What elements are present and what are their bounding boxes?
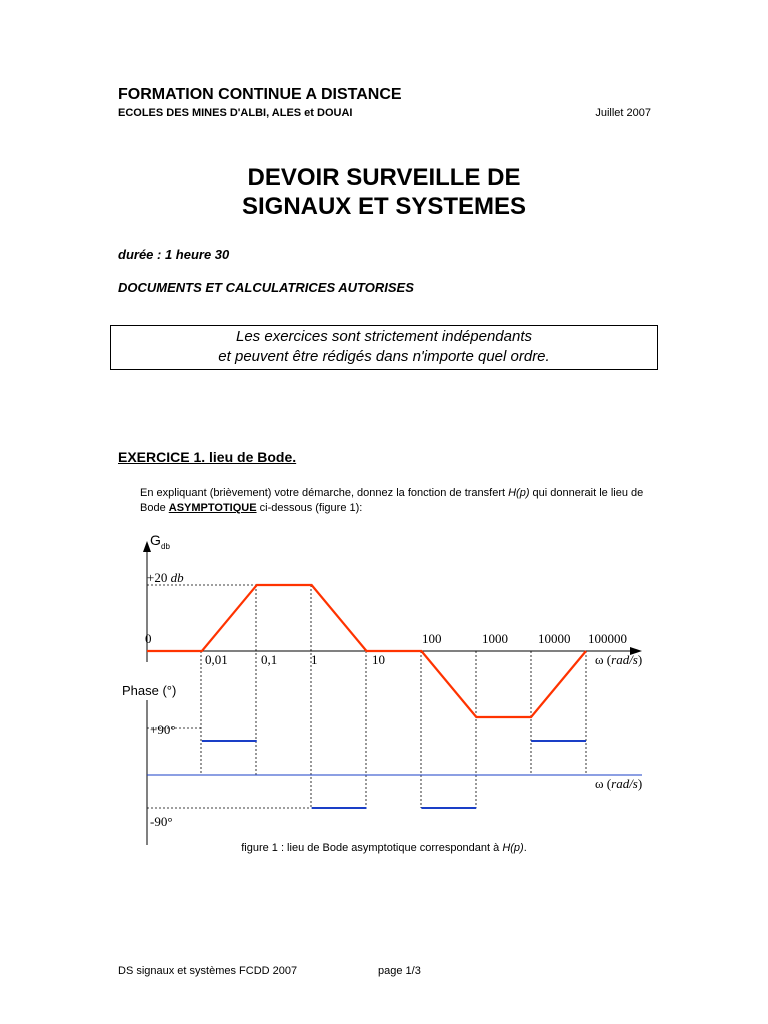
header-schools: ECOLES DES MINES D'ALBI, ALES et DOUAI <box>118 107 353 119</box>
gain-y-label: G <box>150 532 161 548</box>
footer-page: page 1/3 <box>378 965 421 977</box>
statement-part3: ci-dessous (figure 1): <box>256 502 363 514</box>
figure-caption <box>0 842 768 854</box>
transfer-function: H(p) <box>508 487 530 499</box>
statement-part2: qui donnerait le lieu de Bode <box>140 487 644 514</box>
exercise-title: EXERCICE 1. lieu de Bode. <box>118 449 297 465</box>
allowed-documents: DOCUMENTS ET CALCULATRICES AUTORISES <box>118 280 414 295</box>
asymptotique-emphasis: ASYMPTOTIQUE <box>168 502 257 514</box>
footer-course: DS signaux et systèmes FCDD 2007 <box>118 965 298 977</box>
gain-x-tick-below-2: 1 <box>311 652 318 667</box>
gain-x-tick-below-1: 0,1 <box>261 652 278 667</box>
gain-x-tick-above-0: 100 <box>422 631 442 646</box>
header-title: FORMATION CONTINUE A DISTANCE <box>118 86 402 103</box>
gain-x-tick-above-3: 100000 <box>588 631 627 646</box>
document-title-line2: SIGNAUX ET SYSTEMES <box>241 193 527 220</box>
duration: durée : 1 heure 30 <box>118 247 230 262</box>
gain-x-tick-below-3: 10 <box>372 652 385 667</box>
header-date: Juillet 2007 <box>595 107 651 119</box>
gain-x-tick-below-0: 0,01 <box>205 652 228 667</box>
phase-y-label: Phase (°) <box>122 683 177 698</box>
notice-line1: Les exercices sont strictement indépendants <box>236 328 532 345</box>
phase-tick-label-minus90: -90° <box>150 814 173 829</box>
gain-x-tick-above-2: 10000 <box>538 631 571 646</box>
gain-x-tick-above-1: 1000 <box>482 631 508 646</box>
phase-x-label: ω (rad/s) <box>595 776 643 791</box>
gain-x-label: ω (rad/s) <box>595 652 643 667</box>
notice-line2: et peuvent être rédigés dans n'importe quel ordre. <box>218 348 550 365</box>
caption-transfer-function: H(p) <box>502 842 524 854</box>
document-title-line1: DEVOIR SURVEILLE DE <box>247 164 521 191</box>
gain-y-label-sub: db <box>161 542 170 551</box>
gain-tick-label-20: +20 db <box>147 570 184 585</box>
caption-text: figure 1 : lieu de Bode asymptotique correspondant à <box>241 842 503 854</box>
statement-part1: En expliquant (brièvement) votre démarche, donnez la fonction de transfert <box>140 487 509 499</box>
caption-end: . <box>523 842 527 854</box>
phase-tick-label-90: +90° <box>150 722 176 737</box>
gain-tick-label-0: 0 <box>145 631 152 646</box>
